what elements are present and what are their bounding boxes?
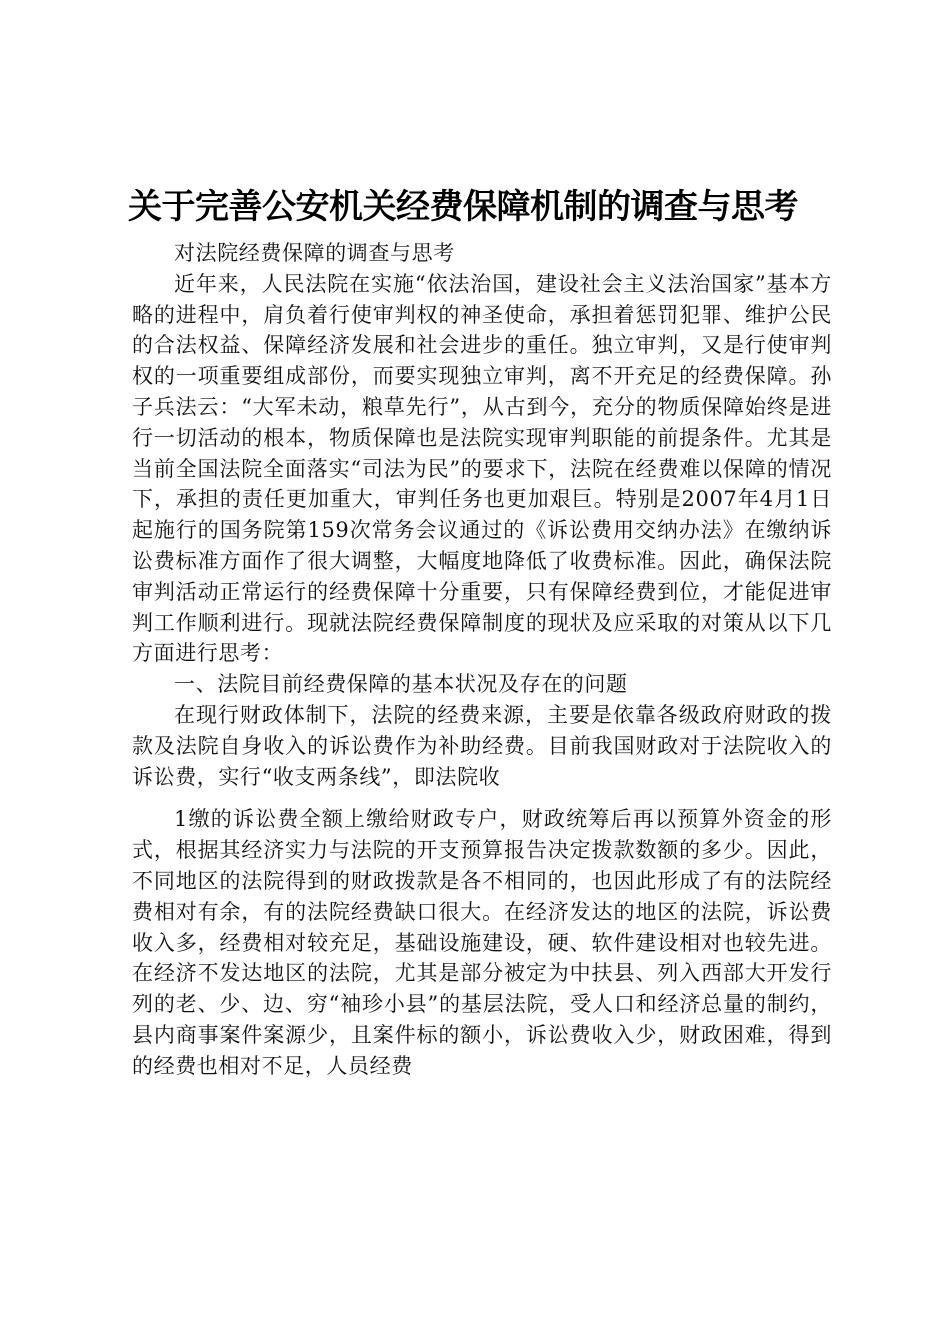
section-heading: 一、法院目前经费保障的基本状况及存在的问题 [174,672,628,697]
body-paragraph: 在现行财政体制下，法院的经费来源，主要是依靠各级政府财政的拨款及法院自身收入的诉讼费作为补助经费。目前我国财政对于法院收入的诉讼费，实行“收支两条线”，即法院收 [132,702,832,789]
document-title: 关于完善公安机关经费保障机制的调查与思考 [128,187,798,227]
intro-paragraph: 近年来，人民法院在实施“依法治国，建设社会主义法治国家”基本方略的进程中，肩负着行使审判权的神圣使命，承担着惩罚犯罪、维护公民的合法权益、保障经济发展和社会进步的重任。独立审判，又是行使审判权的一项重要组成部份，而要实现独立审判，离不开充足的经费保障。孙子兵法云：“大军未动，粮草先行”，从古到今，充分的物质保障始终是进行一切活动的根本，物质保障也是法院实现审判职能的前提条件。尤其是当前全国法院全面落实“司法为民”的要求下，法院在经费难以保障的情况下，承担的责任更加重大，审判任务也更加艰巨。特别是2007年4月1日起施行的国务院第159次常务会议通过的《诉讼费用交纳办法》在缴纳诉讼费标准方面作了很大调整，大幅度地降低了收费标准。因此，确保法院审判活动正常运行的经费保障十分重要，只有保障经费到位，才能促进审判工作顺利进行。现就法院经费保障制度的现状及应采取的对策从以下几方面进行思考： [132,271,832,666]
document-page [128,182,832,1082]
document-subtitle: 对法院经费保障的调查与思考 [174,241,455,265]
body-paragraph: 1缴的诉讼费全额上缴给财政专户，财政统筹后再以预算外资金的形式，根据其经济实力与法院的开支预算报告决定拨款数额的多少。因此，不同地区的法院得到的财政拨款是各不相同的，也因此形成了有的法院经费相对有余，有的法院经费缺口很大。在经济发达的地区的法院，诉讼费收入多，经费相对较充足，基础设施建设，硬、软件建设相对也较先进。在经济不发达地区的法院，尤其是部分被定为中扶县、列入西部大开发行列的老、少、边、穷“袖珍小县”的基层法院，受人口和经济总量的制约，县内商事案件案源少，且案件标的额小，诉讼费收入少，财政困难，得到的经费也相对不足，人员经费 [132,807,832,1078]
